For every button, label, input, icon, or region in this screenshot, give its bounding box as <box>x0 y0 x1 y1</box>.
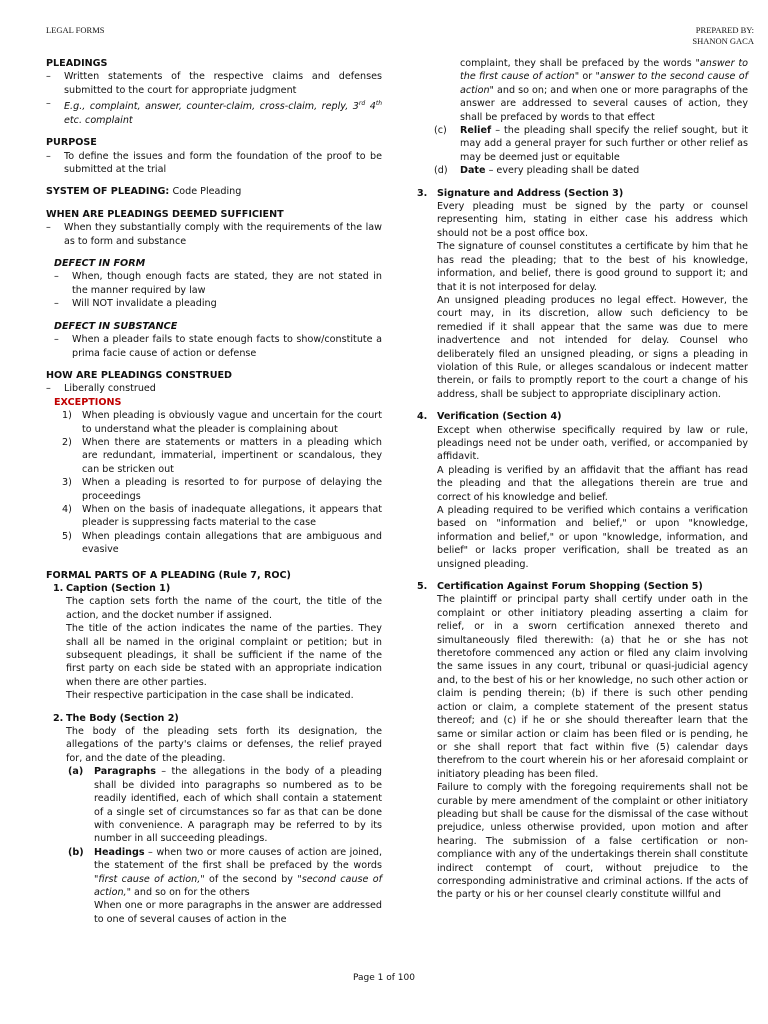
signature-title: Signature and Address (Section 3) <box>437 187 624 199</box>
list-item: 2) When there are statements or matters in a pleading which are redundant, immaterial, impertinent or scandalous, they can be stricken out <box>62 436 382 475</box>
pleadings-definition: – Written statements of the respective claims and defenses submitted to the court for appropriate judgment <box>46 70 382 97</box>
forum-shopping-title: Certification Against Forum Shopping (Section 5) <box>437 581 703 593</box>
header-left-title: LEGAL FORMS <box>46 25 105 35</box>
pleadings-heading: PLEADINGS <box>46 58 108 69</box>
headings-item: (b) Headings – when two or more causes of action are joined, the statement of the first shall be prefaced by the words "first cause of action," of the second by "second cause of action," and so on for the others When one or more paragraphs in the answer are addressed to one of several causes of action in the <box>68 846 382 925</box>
defect-substance-text: – When a pleader fails to state enough facts to show/constitute a prima facie cause of action or defense <box>54 333 382 360</box>
caption-paragraph-3: Their respective participation in the case shall be indicated. <box>66 690 354 702</box>
relief-item: (c) Relief – the pleading shall specify the relief sought, but it may add a general prayer for such further or other relief as may be deemed just or equitable <box>434 125 748 163</box>
formal-parts-heading: FORMAL PARTS OF A PLEADING (Rule 7, ROC) <box>46 569 291 581</box>
verification-section: 4. Verification (Section 4) Except when otherwise specifically required by law or rule, pleadings need not be under oath, verified, or accompanied by affidavit. A pleading is verified by an affidavit that the affiant has read the pleading and that the allegations therein are true and correct of his knowledge and belief. A pleading required to be verified which contains a verification based on "information and belief," or upon "knowledge, information and belief," or upon "knowledge, information, and belief" or lacks proper verification, shall be treated as an unsigned pleading. <box>417 411 748 570</box>
system-of-pleading <box>46 185 382 198</box>
header-prepared-by: PREPARED BY: <box>695 25 754 35</box>
system-value: Code Pleading <box>172 186 242 198</box>
verification-paragraph-3: A pleading required to be verified which contains a verification based on "information and belief," or upon "knowledge, information and belief," or upon "knowledge, information, and belief" or lacks proper verification, shall be treated as an unsigned pleading. <box>437 505 748 570</box>
signature-paragraph-2: The signature of counsel constitutes a certificate by him that he has read the pleading; that to the best of his knowledge, information, and belief, there is good ground to support it; and that it is not interposed for delay. <box>437 241 748 293</box>
list-item: 4) When on the basis of inadequate allegations, it appears that pleader is suppressing facts material to the case <box>62 503 382 529</box>
caption-title: Caption (Section 1) <box>66 583 171 594</box>
list-item: 1) When pleading is obviously vague and uncertain for the court to understand what the pleader is complaining about <box>62 410 382 435</box>
header-right-credit <box>692 25 754 47</box>
construed-text: – Liberally construed <box>46 382 382 395</box>
purpose-text: – To define the issues and form the foundation of the proof to be submitted at the trial <box>46 150 382 177</box>
sufficient-heading: WHEN ARE PLEADINGS DEEMED SUFFICIENT <box>46 208 284 220</box>
defect-substance-heading: DEFECT IN SUBSTANCE <box>54 320 178 332</box>
page-number: Page 1 of 100 <box>353 973 415 983</box>
defect-form-heading: DEFECT IN FORM <box>54 258 146 270</box>
verification-paragraph-1: Except when otherwise specifically required by law or rule, pleadings need not be under oath, verified, or accompanied by affidavit. <box>437 424 748 463</box>
left-column <box>46 57 382 926</box>
headings-paragraph-2: When one or more paragraphs in the answer are addressed to one of several causes of action in the <box>94 900 382 925</box>
defect-form-text-2: – Will NOT invalidate a pleading <box>54 297 382 310</box>
caption-paragraph-1: The caption sets forth the name of the court, the title of the action, and the docket number if assigned. <box>66 596 382 621</box>
sufficient-text: – When they substantially comply with the requirements of the law as to form and substance <box>46 221 382 248</box>
exceptions-list <box>46 409 382 556</box>
signature-paragraph-3: An unsigned pleading produces no legal effect. However, the court may, in its discretion, allow such deficiency to be remedied if it shall appear that the same was due to mere inadvertence and not intended for delay. Counsel who deliberately filed an unsigned pleading, or signs a pleading in violation of this Rule, or alleges scandalous or indecent matter therein, or fails to promptly report to the court a change of his address, shall be subject to appropriate disciplinary action. <box>437 294 748 400</box>
body-title: The Body (Section 2) <box>66 712 179 724</box>
body-paragraph-1: The body of the pleading sets forth its designation, the allegations of the party's claims or defenses, the relief prayed for, and the date of the pleading. <box>66 726 382 764</box>
paragraphs-item: (a) Paragraphs – the allegations in the body of a pleading shall be divided into paragraphs so numbered as to be readily identified, each of which shall contain a statement of a single set of circumstances so far as that can be done with convenience. A paragraph may be referred to by its number in all succeeding pleadings. <box>68 766 382 845</box>
signature-section: 3. Signature and Address (Section 3) Every pleading must be signed by the party or counsel representing him, stating in either case his address which should not be a post office box. The signature of counsel constitutes a certificate by him that he has read the pleading; that to the best of his knowledge, information, and belief, there is good ground to support it; and that it is not interposed for delay. An unsigned pleading produces no legal effect. However, the court may, in its discretion, allow such deficiency to be remedied if it shall appear that the same was due to mere inadvertence and not intended for delay. Counsel who deliberately filed an unsigned pleading, or signs a pleading in violation of this Rule, or alleges scandalous or indecent matter therein, or fails to promptly report to the court a change of his address, shall be subject to appropriate disciplinary action. <box>417 187 748 400</box>
right-column <box>417 57 749 902</box>
caption-section: 1. Caption (Section 1) The caption sets forth the name of the court, the title of the action, and the docket number if assigned. The title of the action indicates the name of the parties. They shall all be named in the original complaint or petition; but in subsequent pleadings, it shall be sufficient if the name of the first party on each side be stated with an appropriate indication when there are other parties. Their respective participation in the case shall be indicated. <box>53 583 382 702</box>
verification-paragraph-2: A pleading is verified by an affidavit that the affiant has read the pleading and that the allegations therein are true and correct of his knowledge and belief. <box>437 464 748 503</box>
list-item: 3) When a pleading is resorted to for purpose of delaying the proceedings <box>62 477 382 502</box>
list-item: 5) When pleadings contain allegations that are ambiguous and evasive <box>62 530 382 556</box>
body-section: 2. The Body (Section 2) The body of the pleading sets forth its designation, the allegations of the party's claims or defenses, the relief prayed for, and the date of the pleading. (a) Paragraphs – the allegations in the body of a pleading shall be divided into paragraphs so numbered as to be readily identified, each of which shall contain a statement of a single set of circumstances so far as that can be done with convenience. A paragraph may be referred to by its number in all succeeding pleadings. (b) Headings – when two or more causes of action are joined, the statement of the first shall be prefaced by the words "first cause of action," of the second by "second cause of action," and so on for the others When one or more paragraphs in the answer are addressed to one of several causes of action in the <box>53 712 382 925</box>
date-item: (d) Date – every pleading shall be dated <box>434 165 640 177</box>
signature-paragraph-1: Every pleading must be signed by the party or counsel representing him, stating in either case his address which should not be a post office box. <box>437 201 748 239</box>
forum-shopping-paragraph-2: Failure to comply with the foregoing requirements shall not be curable by mere amendment of the complaint or other initiatory pleading but shall be cause for the dismissal of the case without prejudice, unless otherwise provided, upon motion and after hearing. The submission of a false certification or non-compliance with any of the undertakings therein shall constitute indirect contempt of court, without prejudice to the corresponding administrative and criminal actions. If the acts of the party or his or her counsel clearly constitute willful and <box>437 782 748 901</box>
forum-shopping-section: 5. Certification Against Forum Shopping (Section 5) The plaintiff or principal party shall certify under oath in the complaint or other initiatory pleading asserting a claim for relief, or in a sworn certification annexed thereto and simultaneously filed therewith: (a) that he or she has not theretofore commenced any action or filed any claim involving the same issues in any court, tribunal or quasi-judicial agency and, to the best of his or her knowledge, no such other action or claim is pending therein; (b) if there is such other pending action or claim, a complete statement of the present status thereof; and (c) if he or she should thereafter learn that the same or similar action or claim has been filed or is pending, he or she shall report that fact within five (5) calendar days therefrom to the court wherein his or her aforesaid complaint or initiatory pleading has been filed. Failure to comply with the foregoing requirements shall not be curable by mere amendment of the complaint or other initiatory pleading but shall be cause for the dismissal of the case without prejudice, unless otherwise provided, upon motion and after hearing. The submission of a false certification or non-compliance with any of the undertakings therein shall constitute indirect contempt of court, without prejudice to the corresponding administrative and criminal actions. If the acts of the party or his or her counsel clearly constitute willful and <box>417 581 748 901</box>
pleadings-examples: – E.g., complaint, answer, counter-claim, cross-claim, reply, 3rd 4th etc. complaint <box>46 97 382 127</box>
purpose-heading: PURPOSE <box>46 137 97 149</box>
headings-continuation: complaint, they shall be prefaced by the words "answer to the first cause of action" or "answer to the second cause of action" and so on; and when one or more paragraphs of the answer are addressed to several causes of action, they shall be prefaced by words to that effect <box>460 58 749 123</box>
verification-title: Verification (Section 4) <box>437 411 562 423</box>
system-label: SYSTEM OF PLEADING: <box>46 186 170 198</box>
defect-form-text-1: – When, though enough facts are stated, they are not stated in the manner required by law <box>54 270 382 297</box>
forum-shopping-paragraph-1: The plaintiff or principal party shall certify under oath in the complaint or other initiatory pleading asserting a claim for relief, or in a sworn certification annexed thereto and simultaneously filed therewith: (a) that he or she has not theretofore commenced any action or filed any claim involving the same issues in any court, tribunal or quasi-judicial agency and, to the best of his or her knowledge, no such other action or claim is pending therein; (b) if there is such other pending action or claim, a complete statement of the present status thereof; and (c) if he or she should thereafter learn that the same or similar action or claim has been filed or is pending, he or she shall report that fact within five (5) calendar days therefrom to the court wherein his or her aforesaid complaint or initiatory pleading has been filed. <box>437 594 748 780</box>
construed-heading: HOW ARE PLEADINGS CONSTRUED <box>46 369 232 381</box>
caption-paragraph-2: The title of the action indicates the name of the parties. They shall all be named in the original complaint or petition; but in subsequent pleadings, it shall be sufficient if the name of the first party on each side be stated with an appropriate indication when there are other parties. <box>66 623 382 688</box>
header-author: SHANON GACA <box>692 36 754 46</box>
exceptions-heading: EXCEPTIONS <box>54 396 122 408</box>
